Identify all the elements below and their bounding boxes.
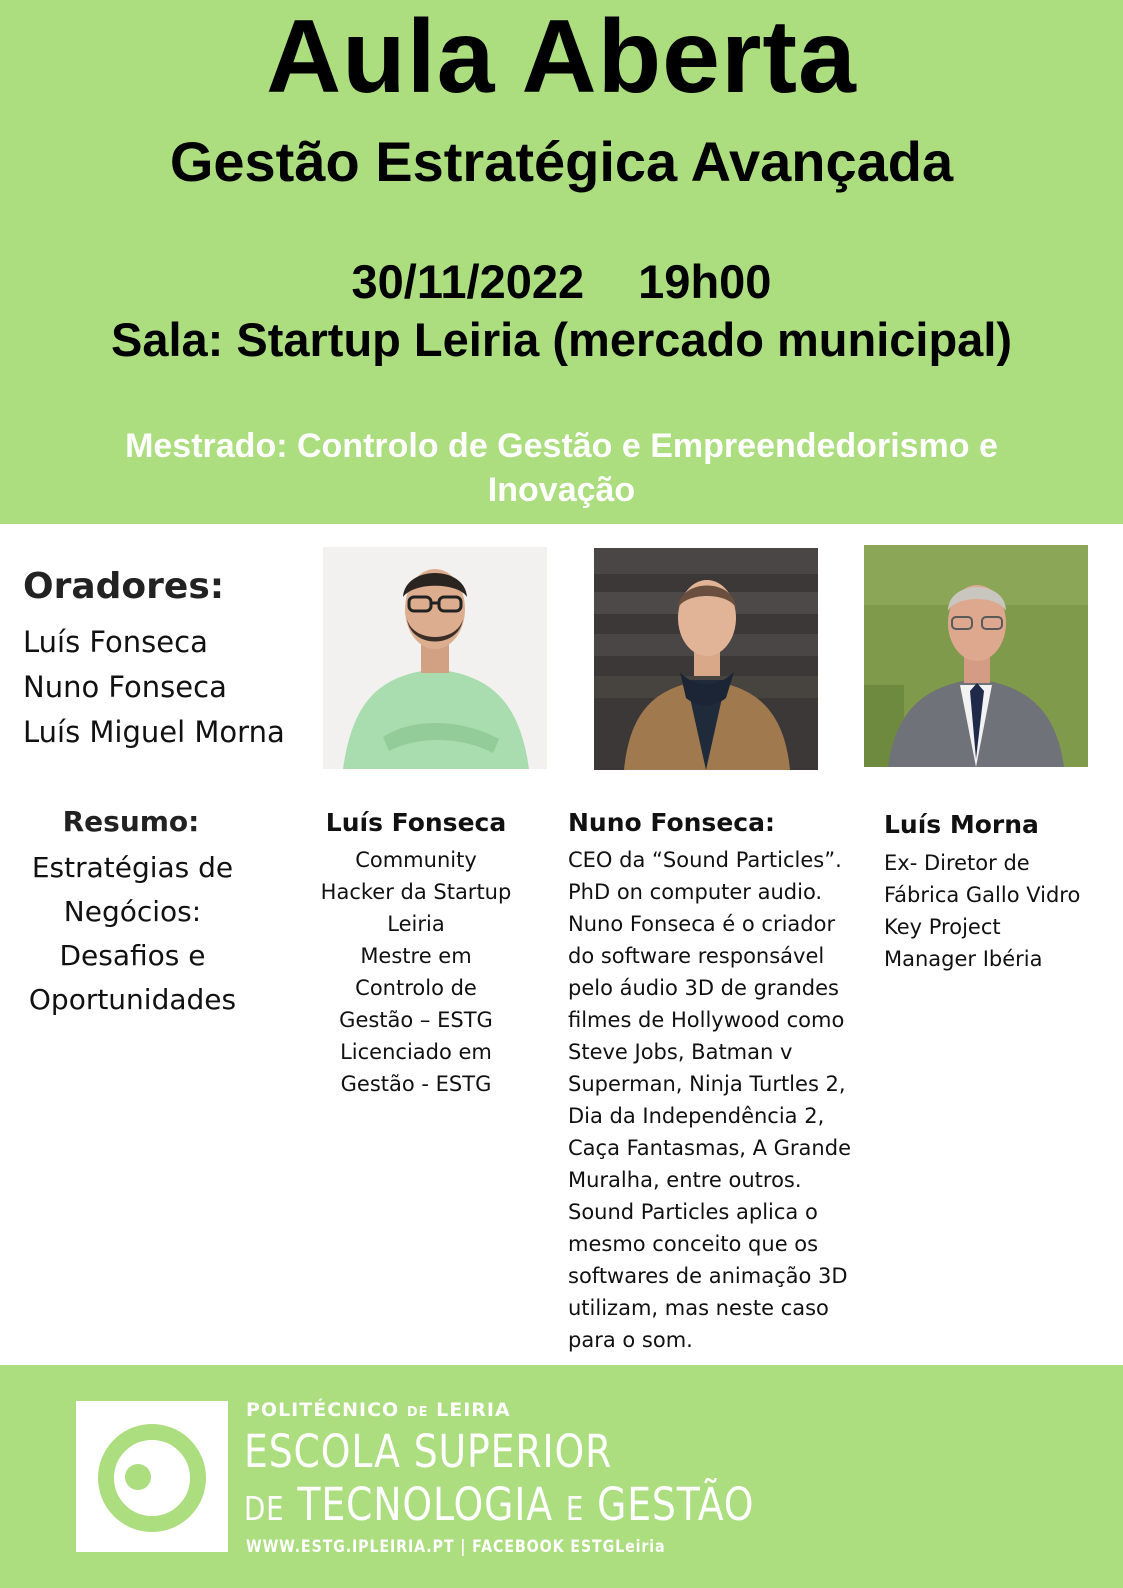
- school-e: E: [565, 1489, 585, 1528]
- eye-logo-icon: [76, 1401, 228, 1552]
- speaker-photo-nuno-fonseca: [594, 548, 818, 770]
- bio-line: softwares de animação 3D: [568, 1264, 848, 1288]
- bio-line: mesmo conceito que os: [568, 1232, 819, 1256]
- bio-line: do software responsável: [568, 944, 825, 968]
- school-name-line1: ESCOLA SUPERIOR: [244, 1425, 613, 1478]
- portrait-icon: [594, 548, 818, 770]
- institution-name: [246, 1399, 511, 1421]
- institution-de: DE: [406, 1405, 429, 1420]
- bio-line: para o som.: [568, 1328, 693, 1352]
- summary-line: Oportunidades: [28, 983, 237, 1016]
- school-logo: [76, 1401, 228, 1552]
- portrait-icon: [323, 547, 547, 769]
- bio-line: Hacker da Startup: [320, 880, 512, 904]
- speaker-name: Luís Miguel Morna: [23, 715, 285, 749]
- school-gestao: GESTÃO: [597, 1478, 755, 1531]
- speaker-name: Luís Fonseca: [23, 625, 208, 659]
- event-room: Sala: Startup Leiria (mercado municipal): [110, 313, 1013, 366]
- bio-line: Caça Fantasmas, A Grande: [568, 1136, 851, 1160]
- speakers-heading: Oradores:: [23, 566, 225, 607]
- bio-line: pelo áudio 3D de grandes: [568, 976, 839, 1000]
- website-link[interactable]: WWW.ESTG.IPLEIRIA.PT | FACEBOOK ESTGLeiria: [246, 1537, 666, 1557]
- bio-line: Steve Jobs, Batman v: [568, 1040, 793, 1064]
- institution-city: LEIRIA: [436, 1399, 511, 1421]
- bio-line: Gestão - ESTG: [340, 1072, 492, 1096]
- bio-line: Dia da Independência 2,: [568, 1104, 825, 1128]
- bio-line: filmes de Hollywood como: [568, 1008, 845, 1032]
- bio-line: utilizam, mas neste caso: [568, 1296, 829, 1320]
- summary-heading: Resumo:: [62, 805, 200, 838]
- bio-line: Gestão – ESTG: [339, 1008, 493, 1032]
- event-time: 19h00: [638, 255, 772, 308]
- summary-text: [10, 846, 255, 1022]
- speaker-photo-luis-fonseca: [323, 547, 547, 769]
- bio-line: Fábrica Gallo Vidro: [884, 883, 1081, 907]
- summary-line: Negócios:: [63, 895, 202, 928]
- bio-line: CEO da “Sound Particles”.: [568, 848, 842, 872]
- bio-line: Licenciado em: [340, 1040, 492, 1064]
- school-name-line2: [244, 1478, 754, 1531]
- bio-line: PhD on computer audio.: [568, 880, 823, 904]
- event-subtitle: Gestão Estratégica Avançada: [169, 130, 954, 193]
- speaker-name: Nuno Fonseca: [23, 670, 227, 704]
- summary-line: Desafios e: [59, 939, 206, 972]
- summary-line: Estratégias de: [31, 851, 234, 884]
- bio-line: Key Project: [884, 915, 1001, 939]
- bio-text: [568, 844, 868, 1356]
- bio-name: Nuno Fonseca:: [568, 808, 775, 837]
- bio-line: Controlo de: [355, 976, 477, 1000]
- bio-text: [884, 847, 1114, 975]
- institution-main: POLITÉCNICO: [246, 1399, 400, 1421]
- bio-line: Superman, Ninja Turtles 2,: [568, 1072, 846, 1096]
- speaker-list: [23, 620, 285, 755]
- event-datetime: [0, 254, 1123, 310]
- bio-line: Ex- Diretor de: [884, 851, 1030, 875]
- event-title: Aula Aberta: [266, 0, 857, 115]
- bio-line: Nuno Fonseca é o criador: [568, 912, 836, 936]
- school-de: DE: [244, 1489, 285, 1528]
- bio-line: Mestre em: [360, 944, 472, 968]
- bio-name: Luís Fonseca: [325, 808, 507, 837]
- bio-line: Sound Particles aplica o: [568, 1200, 818, 1224]
- portrait-icon: [864, 545, 1088, 767]
- bio-line: Community: [355, 848, 477, 872]
- event-date: 30/11/2022: [351, 255, 585, 308]
- bio-text: [318, 844, 514, 1100]
- bio-name: Luís Morna: [884, 810, 1039, 839]
- bio-line: Muralha, entre outros.: [568, 1168, 802, 1192]
- school-tech: TECNOLOGIA: [297, 1478, 553, 1531]
- speaker-photo-luis-morna: [864, 545, 1088, 767]
- program-name: Mestrado: Controlo de Gestão e Empreendedorismo e Inovação: [125, 427, 998, 509]
- bio-line: Manager Ibéria: [884, 947, 1043, 971]
- bio-line: Leiria: [387, 912, 445, 936]
